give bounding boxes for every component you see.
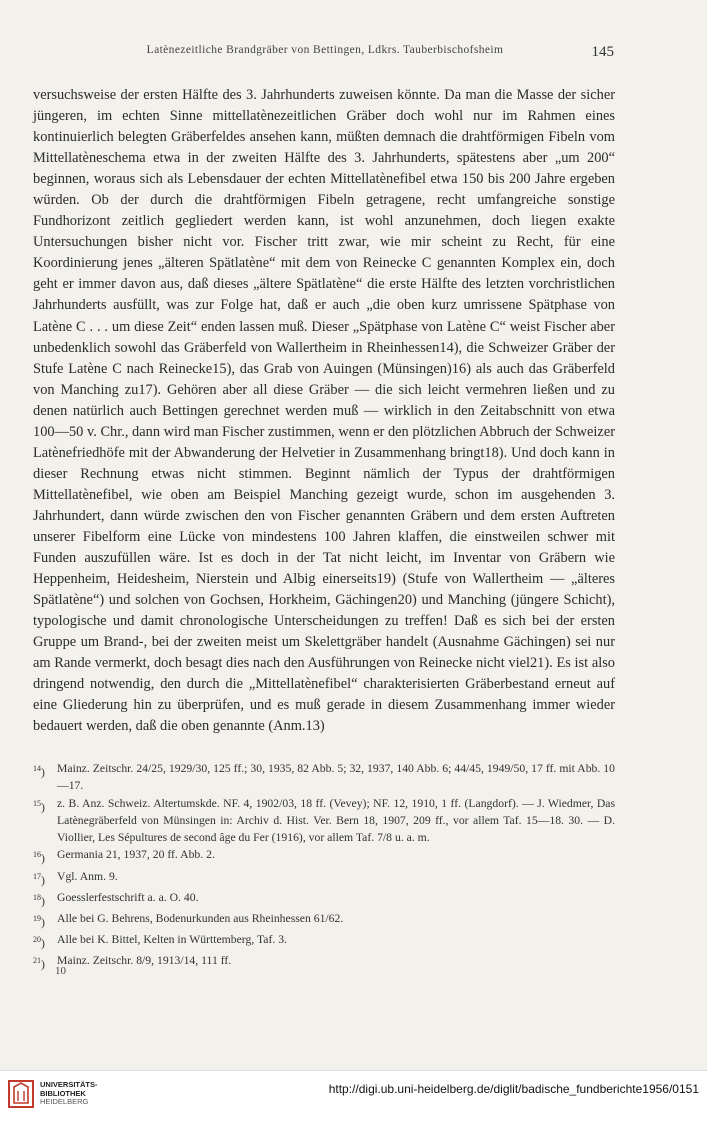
footnote-number: 18 bbox=[33, 892, 41, 902]
footnote-number: 19 bbox=[33, 914, 41, 924]
footnote-text: Goesslerfestschrift a. a. O. 40. bbox=[57, 890, 199, 904]
footnote-text: Mainz. Zeitschr. 8/9, 1913/14, 111 ff. bbox=[57, 954, 232, 968]
footnote: $^{17}$) Vgl. Anm. 9. bbox=[33, 868, 615, 889]
footnote-text: Vgl. Anm. 9. bbox=[57, 869, 118, 883]
footnote: $^{20}$) Alle bei K. Bittel, Kelten in Württemberg, Taf. 3. bbox=[33, 931, 615, 952]
digitization-footer bbox=[0, 1070, 707, 1122]
footnote-text: Alle bei G. Behrens, Bodenurkunden aus Rheinhessen 61/62. bbox=[57, 912, 344, 926]
logo-building bbox=[14, 1083, 28, 1103]
library-name: UNIVERSITÄTS- BIBLIOTHEK HEIDELBERG bbox=[40, 1080, 98, 1106]
sheet-number: 10 bbox=[55, 965, 66, 977]
footnote: $^{14}$) Mainz. Zeitschr. 24/25, 1929/30, 125 ff.; 30, 1935, 82 Abb. 5; 32, 1937, 140 Abb. 6; 44/45, 1949/50, 17 ff. mit Abb. 10—17. bbox=[33, 760, 615, 795]
footnote-text: z. B. Anz. Schweiz. Altertumskde. NF. 4, 1902/03, 18 ff. (Vevey); NF. 12, 1910, 1 ff. (Langdorf). — J. Wiedmer, Das Latènegräberfeld von Münsingen in: Archiv d. Hist. Ver. Bern 18, 1907, 209 ff., vor allem Taf. 15—18. 30. — D. Viollier, Les Sépultures de second âge du Fer (1916), vor allem Taf. 7/8 u. a. m. bbox=[57, 796, 615, 845]
footnote: $^{15}$) z. B. Anz. Schweiz. Altertumskde. NF. 4, 1902/03, 18 ff. (Vevey); NF. 12, 1910, 1 ff. (Langdorf). — J. Wiedmer, Das Latènegräberfeld von Münsingen in: Archiv d. Hist. Ver. Bern 18, 1907, 209 ff., vor allem Taf. 15—18. 30. — D. Viollier, Les Sépultures de second âge du Fer (1916), vor allem Taf. 7/8 u. a. m. bbox=[33, 795, 615, 847]
footnote-number: 16 bbox=[33, 850, 41, 860]
footnote-number: 21 bbox=[33, 956, 41, 966]
footnote-number: 14 bbox=[33, 764, 41, 773]
footnote: $^{18}$) Goesslerfestschrift a. a. O. 40. bbox=[33, 889, 615, 910]
footnotes bbox=[33, 760, 615, 974]
footnote: $^{21}$) Mainz. Zeitschr. 8/9, 1913/14, 111 ff. bbox=[33, 952, 615, 973]
running-header: Latènezeitliche Brandgräber von Bettingen, Ldkrs. Tauberbischofsheim bbox=[146, 44, 504, 56]
university-library-logo-icon bbox=[8, 1079, 34, 1109]
footnote-text: Alle bei K. Bittel, Kelten in Württemberg, Taf. 3. bbox=[57, 933, 287, 947]
permalink-url[interactable]: http://digi.ub.uni-heidelberg.de/diglit/badische_fundberichte1956/0151 bbox=[328, 1082, 699, 1096]
footnote: $^{16}$) Germania 21, 1937, 20 ff. Abb. 2. bbox=[33, 846, 615, 867]
footnote-number: 17 bbox=[33, 871, 41, 881]
footnote-number: 15 bbox=[33, 798, 41, 808]
footnote-number: 20 bbox=[33, 935, 41, 945]
footnote: $^{19}$) Alle bei G. Behrens, Bodenurkunden aus Rheinhessen 61/62. bbox=[33, 910, 615, 931]
footnote-text: Germania 21, 1937, 20 ff. Abb. 2. bbox=[57, 848, 215, 862]
page-number: 145 bbox=[591, 44, 614, 60]
footnote-text: Mainz. Zeitschr. 24/25, 1929/30, 125 ff.; 30, 1935, 82 Abb. 5; 32, 1937, 140 Abb. 6; 44/45, 1949/50, 17 ff. mit Abb. 10—17. bbox=[57, 762, 615, 793]
body-text: versuchsweise der ersten Hälfte des 3. Jahrhunderts zuweisen könnte. Da man die Masse der sicher jüngeren, im echten Sinne mittellatènezeitlichen Gräber doch wohl nur im Rahmen eines kontinuierlich belegten Gräberfeldes ansehen kann, müßten demnach die drahtförmigen Fibeln vom Mittellatèneschema etwa in der zweiten Hälfte des 3. Jahrhunderts, spätestens aber „um 200“ beginnen, woraus sich als Lebensdauer der echten Mittellatènefibel etwa 150 bis 200 Jahre ergeben würden. Ob der durch die drahtförmigen Fibeln getragene, recht umfangreiche sonstige Fundhorizont zeitlich gegliedert werden kann, ist wohl anzunehmen, doch liegen exakte Untersuchungen bisher nicht vor. Fischer tritt zwar, wie mir scheint zu Recht, für eine Koordinierung jenes „älteren Spätlatène“ mit dem von Reinecke C genannten Komplex ein, doch geht er immer davon aus, daß dieses „ältere Spätlatène“ die erste Hälfte des letzten vorchristlichen Jahrhunderts ausfüllt, was zur Folge hat, daß er auch „die oben kurz umrissene Spätphase von Latène C . . . um diese Zeit“ enden lassen muß. Dieser „Spätphase von Latène C“ weist Fischer aber unbedenklich sowohl das Gräberfeld von Wallertheim in Rheinhessen14), die Schweizer Gräber der Stufe Latène C nach Reinecke15), das Grab von Auingen (Münsingen)16) als auch das Gräberfeld von Manching zu17). Gehören aber all diese Gräber — die sich leicht vermehren ließen und zu denen natürlich auch Bettingen gerechnet werden muß — wirklich in den Zeitabschnitt von etwa 100—50 v. Chr., dann wird man Fischer zustimmen, wenn er den plötzlichen Abbruch der Schweizer Latènefriedhöfe mit der Abwanderung der Helvetier in Zusammenhang bringt18). Und doch kann in dieser Rechnung etwas nicht stimmen. Beginnt nämlich der Typus der drahtförmigen Mittellatènefibel, wie oben am Beispiel Manching gezeigt wurde, schon im ausgehenden 3. Jahrhundert, dann würde zwischen den von Fischer genannten Gräbern und dem ersten Auftreten unserer Fibelform eine Lücke von mindestens 100 Jahren klaffen, die einstweilen schwer mit Funden auszufüllen wäre. Ist es doch in der Tat nicht leicht, im Inventar von Gräbern wie Heppenheim, Heidesheim, Nierstein und Albig einerseits19) (Stufe von Wallertheim — „älteres Spätlatène“) und solchen von Gochsen, Horkheim, Gächingen20) und Manching (jüngere Schicht), typologische und damit chronologische Unterscheidungen zu treffen! Daß es sich bei der ersten Gruppe um Brand-, bei der zweiten meist um Skelettgräber handelt (Ausnahme Gächingen) sei nur am Rande vermerkt, doch besagt dies nach den Ausführungen von Reinecke nicht viel21). Es ist also dringend notwendig, den durch die „Mittellatènefibel“ charakterisierten Gräberbestand erneut auf eine Gliederung hin zu überprüfen, und es muß gerade in diesem Zusammenhang immer wieder bedauert werden, daß die oben genannte (Anm.13) bbox=[33, 87, 615, 735]
